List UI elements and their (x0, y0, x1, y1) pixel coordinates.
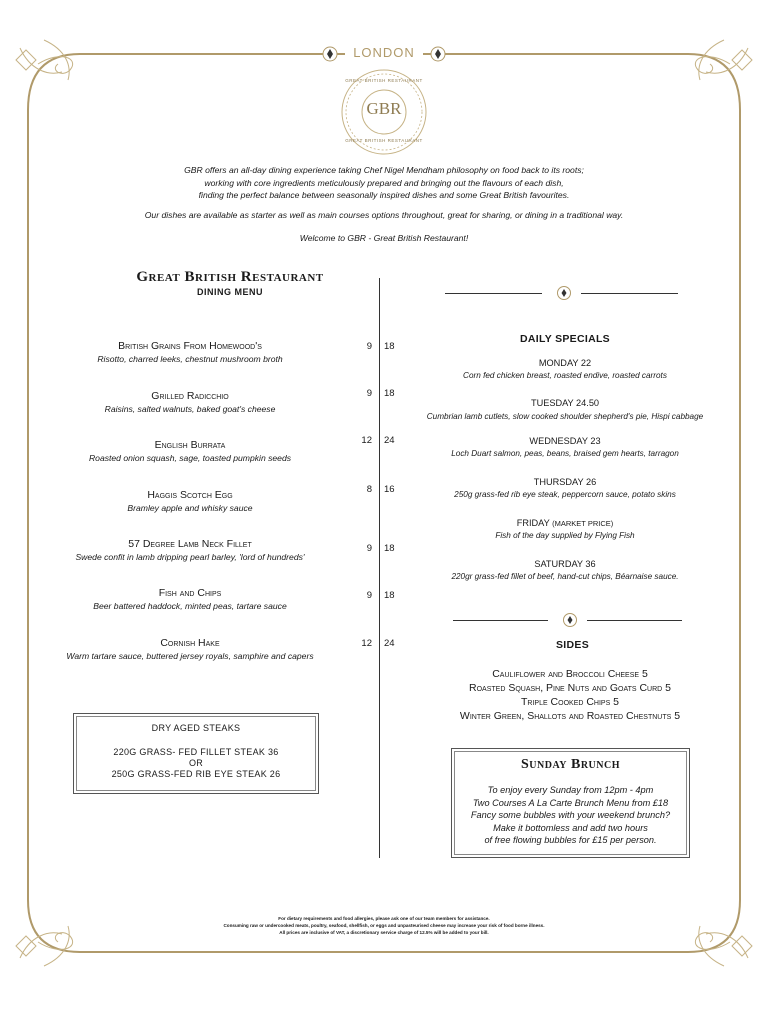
special-day: TUESDAY 24.50 (530, 398, 600, 408)
special-description: 220gr grass-fed fillet of beef, hand-cut chips, Béarnaise sauce. (451, 572, 679, 581)
steak-option-fillet: 220G GRASS- FED FILLET STEAK 36 (113, 747, 279, 757)
starter-price: 9 (366, 341, 372, 352)
special-day: SATURDAY 36 (534, 559, 596, 569)
main-price: 24 (384, 435, 395, 446)
steaks-title: DRY AGED STEAKS (151, 723, 241, 733)
sunday-brunch-title: Sunday Brunch (521, 757, 620, 772)
starter-price: 9 (366, 590, 372, 601)
dish-name: English Burrata (154, 439, 226, 451)
special-day: THURSDAY 26 (533, 477, 597, 487)
dish-description: Warm tartare sauce, buttered jersey royals, samphire and capers (66, 651, 314, 661)
logo-ring-text-top: GREAT BRITISH RESTAURANT (345, 78, 423, 83)
divider-line (587, 620, 682, 621)
brunch-line: To enjoy every Sunday from 12pm - 4pm (487, 785, 654, 795)
main-price: 16 (384, 484, 395, 495)
dish-description: Roasted onion squash, sage, toasted pumpkin seeds (88, 453, 292, 463)
special-description: Fish of the day supplied by Flying Fish (495, 531, 635, 540)
starter-price: 8 (366, 484, 372, 495)
intro-line: working with core ingredients meticulously prepared and bringing out the flavours of each dish, (204, 177, 564, 188)
brunch-line: Make it bottomless and add two hours (493, 822, 648, 833)
dish-name: Grilled Radicchio (151, 390, 229, 402)
dish-description: Bramley apple and whisky sauce (127, 503, 253, 513)
menu-subtitle: DINING MENU (197, 287, 263, 297)
starter-price: 12 (361, 435, 372, 446)
starter-price: 9 (366, 388, 372, 399)
side-item: Winter Green, Shallots and Roasted Chestnuts 5 (459, 710, 681, 722)
main-price: 18 (384, 543, 395, 554)
sides-title: SIDES (555, 639, 589, 651)
brunch-details (454, 784, 687, 847)
side-item: Cauliflower and Broccoli Cheese 5 (492, 668, 648, 680)
intro-availability: Our dishes are available as starter as well as main courses options throughout, great for sharing, or dining in a traditional way. (144, 210, 624, 220)
steak-option-ribeye: 250G GRASS-FED RIB EYE STEAK 26 (111, 769, 281, 779)
diamond-ornament-icon (557, 286, 571, 300)
intro-text (100, 164, 668, 202)
steak-or: OR (188, 758, 204, 768)
menu-item (40, 439, 340, 464)
location-label: LONDON (353, 45, 415, 60)
menu-item (40, 489, 340, 514)
brunch-line: Two Courses A La Carte Brunch Menu from £18 (472, 797, 669, 808)
intro-welcome: Welcome to GBR - Great British Restaurant! (299, 233, 469, 243)
footer-disclaimer (150, 915, 618, 936)
special-description: Loch Duart salmon, peas, beans, braised gem hearts, tarragon (451, 449, 679, 458)
brunch-line: of free flowing bubbles for £15 per person. (484, 835, 657, 845)
special-description: Corn fed chicken breast, roasted endive, roasted carrots (463, 371, 667, 380)
divider-line (445, 293, 542, 294)
starter-price: 12 (361, 638, 372, 649)
footer-line: For dietary requirements and food allergies, please ask one of our team members for assistance. (278, 916, 490, 921)
special-description: 250g grass-fed rib eye steak, peppercorn sauce, potato skins (454, 490, 676, 499)
footer-line: All prices are inclusive of VAT, a discretionary service charge of 12.5% will be added to your bill. (279, 930, 489, 935)
divider-line (453, 620, 548, 621)
diamond-ornament-icon (563, 613, 577, 627)
special-day (400, 517, 730, 530)
menu-item (40, 538, 340, 563)
logo-ring-text-bottom: GREAT BRITISH RESTAURANT (345, 138, 423, 143)
daily-specials-title: DAILY SPECIALS (520, 333, 610, 345)
dish-description: Beer battered haddock, minted peas, tartare sauce (93, 601, 287, 611)
main-price: 18 (384, 388, 395, 399)
menu-title: Great British Restaurant (136, 269, 324, 285)
starter-price: 9 (366, 543, 372, 554)
dish-name: Cornish Hake (160, 637, 220, 649)
main-price: 18 (384, 590, 395, 601)
footer-line: Consuming raw or undercooked meats, poultry, seafood, shellfish, or eggs and unpasteurised cheese may increase your risk of food borne illness. (223, 923, 545, 928)
special-day: MONDAY 22 (538, 358, 592, 368)
dish-description: Swede confit in lamb dripping pearl barley, 'lord of hundreds' (75, 552, 305, 562)
side-item: Triple Cooked Chips 5 (520, 696, 620, 708)
market-price-note: (MARKET PRICE) (552, 519, 614, 528)
main-price: 18 (384, 341, 395, 352)
main-price: 24 (384, 638, 395, 649)
dish-description: Risotto, charred leeks, chestnut mushroom broth (97, 354, 283, 364)
menu-item (40, 340, 340, 365)
menu-item (40, 587, 340, 612)
special-day: WEDNESDAY 23 (529, 436, 601, 446)
side-item: Roasted Squash, Pine Nuts and Goats Curd 5 (469, 682, 671, 694)
brunch-line: Fancy some bubbles with your weekend brunch? (470, 810, 671, 820)
intro-line: GBR offers an all-day dining experience taking Chef Nigel Mendham philosophy on food back to its roots; (184, 165, 584, 175)
intro-line: finding the perfect balance between seasonally inspired dishes and some Great British favourites. (198, 190, 570, 200)
dish-name: 57 Degree Lamb Neck Fillet (128, 538, 252, 550)
menu-item (40, 637, 340, 662)
dish-name: Fish and Chips (158, 587, 222, 599)
special-day-label: FRIDAY (516, 518, 550, 528)
dish-name: Haggis Scotch Egg (147, 489, 233, 501)
gbr-logo: GBR (366, 99, 402, 118)
column-divider (379, 278, 380, 858)
special-description: Cumbrian lamb cutlets, slow cooked shoulder shepherd's pie, Hispi cabbage (426, 412, 704, 421)
dish-description: Raisins, salted walnuts, baked goat's cheese (104, 404, 276, 414)
divider-line (581, 293, 678, 294)
menu-item (40, 390, 340, 415)
dish-name: British Grains From Homewood's (118, 340, 262, 352)
